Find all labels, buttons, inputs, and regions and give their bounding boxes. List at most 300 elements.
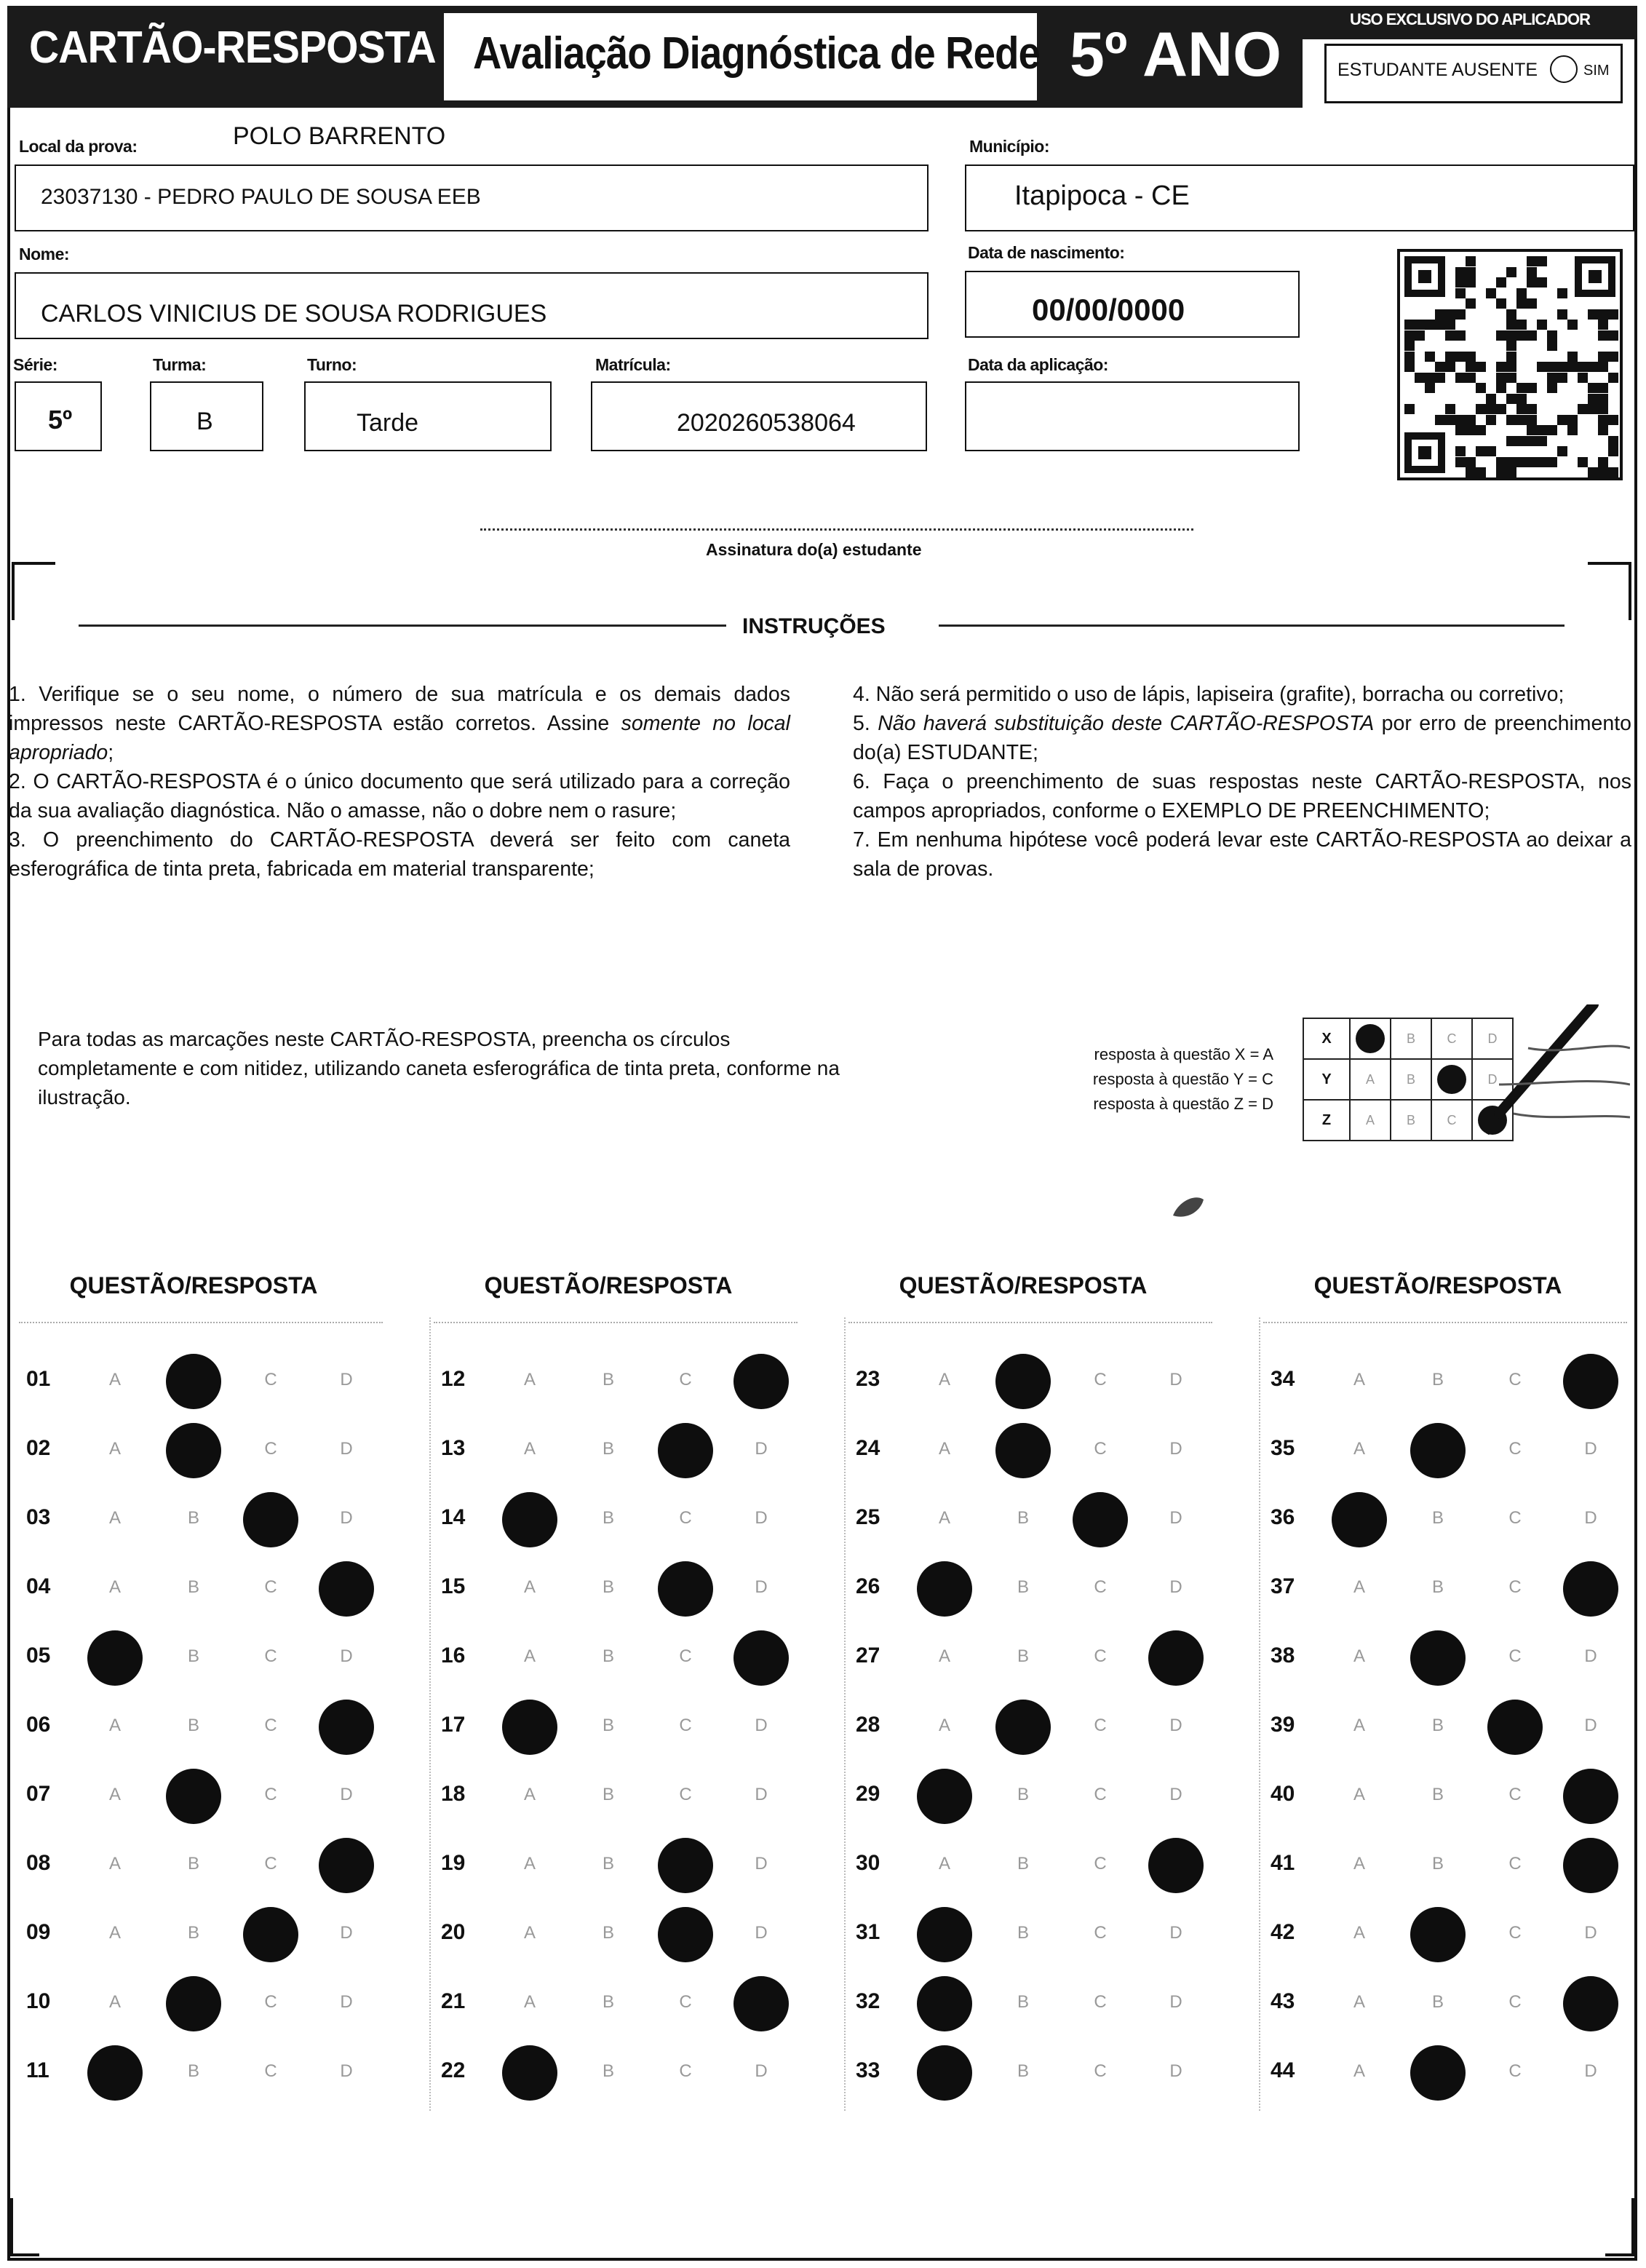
turma-label: Turma: — [153, 355, 207, 374]
answer-option[interactable]: A — [108, 1439, 121, 1459]
question-number: 30 — [856, 1851, 880, 1875]
column-separator — [429, 1317, 431, 2111]
question-row — [1271, 1980, 1646, 2024]
answer-option[interactable]: C — [1508, 1992, 1522, 2012]
question-row — [441, 2050, 819, 2093]
question-row — [441, 1911, 819, 1955]
answer-option[interactable]: C — [1508, 1370, 1522, 1389]
signature-line[interactable] — [480, 528, 1193, 531]
answer-option[interactable]: D — [1584, 1508, 1597, 1528]
question-row — [1271, 1773, 1646, 1817]
example-row-label: X — [1303, 1018, 1350, 1059]
column-separator — [1259, 1317, 1260, 2111]
question-row — [441, 1635, 819, 1678]
answer-option[interactable]: B — [187, 1716, 199, 1735]
question-row — [1271, 1566, 1646, 1609]
answer-option[interactable]: A — [108, 1992, 121, 2012]
question-row — [441, 1980, 819, 2024]
question-number: 32 — [856, 1989, 880, 2013]
answer-option[interactable]: D — [1584, 1716, 1597, 1735]
turno-label: Turno: — [307, 355, 357, 374]
answer-option[interactable]: B — [187, 1646, 199, 1666]
answer-option[interactable]: B — [187, 1577, 199, 1597]
answer-option[interactable]: B — [1431, 1508, 1444, 1528]
filled-bubble[interactable] — [502, 1492, 557, 1547]
answer-option[interactable]: B — [1017, 1785, 1029, 1804]
instruction-item — [9, 680, 790, 767]
answer-option[interactable]: A — [1353, 1646, 1365, 1666]
answer-option[interactable]: C — [264, 1646, 277, 1666]
filled-bubble[interactable] — [1332, 1492, 1387, 1547]
question-number: 07 — [26, 1782, 51, 1806]
question-number: 16 — [441, 1643, 466, 1668]
example-row — [1303, 1018, 1513, 1059]
answer-option[interactable]: B — [1017, 1992, 1029, 2012]
question-row — [26, 1566, 405, 1609]
filled-bubble[interactable] — [502, 1700, 557, 1755]
answer-option[interactable]: A — [523, 1854, 536, 1874]
instruction-item — [853, 825, 1631, 884]
filled-bubble[interactable] — [319, 1838, 374, 1893]
instruction-text: 2. O CARTÃO-RESPOSTA é o único documento que será utilizado para a correção da sua avaliação diagnóstica. Não o amasse, não o dobre nem o rasure; — [9, 770, 790, 822]
filled-bubble[interactable] — [1563, 1976, 1618, 2031]
question-row — [441, 1358, 819, 1402]
question-row — [856, 1980, 1234, 2024]
answer-option[interactable]: A — [938, 1508, 950, 1528]
answer-option[interactable]: C — [264, 1854, 277, 1874]
question-number: 17 — [441, 1713, 466, 1737]
filled-bubble[interactable] — [658, 1423, 713, 1478]
filled-bubble[interactable] — [1563, 1838, 1618, 1893]
answer-option[interactable]: B — [1431, 1785, 1444, 1804]
answer-option[interactable]: A — [523, 1923, 536, 1943]
answer-option[interactable]: D — [340, 1439, 353, 1459]
answer-option[interactable]: C — [264, 1992, 277, 2012]
answer-option[interactable]: A — [1353, 1439, 1365, 1459]
answer-option[interactable]: C — [1508, 1923, 1522, 1943]
filled-bubble[interactable] — [243, 1907, 298, 1962]
answer-option[interactable]: C — [679, 1992, 692, 2012]
question-row — [26, 1496, 405, 1540]
filled-bubble[interactable] — [502, 2045, 557, 2101]
answer-option[interactable]: B — [602, 1439, 614, 1459]
answer-option[interactable]: D — [340, 1646, 353, 1666]
instruction-emphasis: somente no local apropriado — [9, 712, 790, 764]
grade-title: 5º ANO — [1070, 20, 1282, 90]
column-title: QUESTÃO/RESPOSTA — [69, 1272, 318, 1298]
answer-option[interactable]: C — [1094, 1439, 1107, 1459]
question-number: 05 — [26, 1643, 51, 1668]
filled-bubble[interactable] — [917, 2045, 972, 2101]
filled-bubble[interactable] — [1563, 1354, 1618, 1409]
question-row — [1271, 1704, 1646, 1748]
answer-option[interactable]: C — [264, 1716, 277, 1735]
ausente-checkbox[interactable] — [1550, 55, 1578, 83]
answer-option[interactable]: A — [1353, 1785, 1365, 1804]
instruction-item — [9, 825, 790, 884]
answer-option[interactable]: D — [755, 2061, 768, 2081]
instruction-item — [853, 767, 1631, 825]
answer-option[interactable]: D — [1584, 1646, 1597, 1666]
answer-option[interactable]: C — [1508, 1577, 1522, 1597]
answer-option[interactable]: A — [523, 1646, 536, 1666]
answer-option[interactable]: A — [108, 1785, 121, 1804]
answer-option[interactable]: C — [264, 1577, 277, 1597]
answer-option[interactable]: B — [1017, 1854, 1029, 1874]
question-number: 34 — [1271, 1367, 1295, 1391]
answer-option[interactable]: A — [523, 1992, 536, 2012]
answer-option[interactable]: C — [1094, 1785, 1107, 1804]
question-row — [26, 1980, 405, 2024]
question-row — [441, 1704, 819, 1748]
question-number: 21 — [441, 1989, 466, 2013]
answer-option[interactable]: B — [602, 1923, 614, 1943]
filled-bubble[interactable] — [1410, 1907, 1466, 1962]
answer-option[interactable]: B — [1431, 1716, 1444, 1735]
question-number: 24 — [856, 1436, 880, 1460]
turma-value: B — [196, 408, 213, 435]
answer-option[interactable]: C — [264, 2061, 277, 2081]
corner-tr — [1588, 562, 1631, 620]
answer-option[interactable]: B — [1431, 1854, 1444, 1874]
answer-option[interactable]: B — [1431, 1992, 1444, 2012]
filled-bubble[interactable] — [1410, 1423, 1466, 1478]
answer-option[interactable]: A — [108, 1370, 121, 1389]
corner-tl — [12, 562, 55, 620]
answer-option[interactable]: C — [1508, 1439, 1522, 1459]
answer-option[interactable]: C — [1508, 1854, 1522, 1874]
answer-option[interactable]: D — [340, 1785, 353, 1804]
question-row — [856, 1358, 1234, 1402]
card-subtitle: Avaliação Diagnóstica de Rede — [473, 28, 1041, 79]
answer-option[interactable]: A — [1353, 1854, 1365, 1874]
question-row — [26, 1842, 405, 1886]
answer-option[interactable]: B — [602, 1785, 614, 1804]
answer-option[interactable]: D — [1169, 1508, 1182, 1528]
question-row — [1271, 1358, 1646, 1402]
answer-option[interactable]: B — [187, 1508, 199, 1528]
question-row — [856, 1842, 1234, 1886]
nascimento-value: 00/00/0000 — [1032, 293, 1185, 327]
answer-option[interactable]: B — [1017, 1508, 1029, 1528]
question-number: 44 — [1271, 2058, 1295, 2082]
sim-label: SIM — [1583, 63, 1610, 79]
answer-option[interactable]: B — [602, 2061, 614, 2081]
answer-option[interactable]: B — [1431, 1577, 1444, 1597]
answer-option[interactable]: D — [755, 1716, 768, 1735]
answer-option[interactable]: B — [187, 1854, 199, 1874]
answer-option[interactable]: A — [1353, 1370, 1365, 1389]
answer-option[interactable]: D — [1169, 1370, 1182, 1389]
answer-option[interactable]: B — [602, 1577, 614, 1597]
filled-bubble[interactable] — [995, 1354, 1051, 1409]
instruction-text: 7. Em nenhuma hipótese você poderá levar este CARTÃO-RESPOSTA ao deixar a sala de provas. — [853, 828, 1631, 881]
municipio-label: Município: — [969, 137, 1049, 156]
answer-option[interactable]: A — [1353, 1923, 1365, 1943]
answer-option[interactable]: A — [108, 1923, 121, 1943]
answer-option[interactable]: B — [602, 1646, 614, 1666]
answer-option[interactable]: C — [264, 1370, 277, 1389]
answer-option[interactable]: B — [602, 1992, 614, 2012]
example-option: D — [1472, 1018, 1513, 1059]
answer-option[interactable]: D — [340, 1992, 353, 2012]
answer-option[interactable]: D — [1169, 2061, 1182, 2081]
answer-option[interactable]: D — [1584, 1923, 1597, 1943]
filled-bubble[interactable] — [1487, 1700, 1543, 1755]
question-number: 03 — [26, 1505, 51, 1529]
example-filled-bubble — [1431, 1059, 1472, 1100]
answer-option[interactable]: B — [1017, 1646, 1029, 1666]
question-number: 08 — [26, 1851, 51, 1875]
answer-option[interactable]: A — [523, 1439, 536, 1459]
answer-option[interactable]: D — [1169, 1577, 1182, 1597]
question-number: 01 — [26, 1367, 51, 1391]
answer-option[interactable]: B — [602, 1854, 614, 1874]
answer-option[interactable]: C — [1094, 2061, 1107, 2081]
answer-option[interactable]: A — [938, 1854, 950, 1874]
aplicacao-field[interactable] — [965, 381, 1300, 451]
example-option: B — [1391, 1018, 1431, 1059]
answer-option[interactable]: A — [1353, 2061, 1365, 2081]
filled-bubble[interactable] — [917, 1769, 972, 1824]
answer-option[interactable]: C — [679, 1508, 692, 1528]
filled-bubble[interactable] — [658, 1907, 713, 1962]
answer-option[interactable]: D — [340, 1370, 353, 1389]
column-title: QUESTÃO/RESPOSTA — [484, 1272, 733, 1298]
answer-option[interactable]: D — [1169, 1439, 1182, 1459]
serie-value: 5º — [48, 405, 73, 435]
answer-option[interactable]: D — [755, 1854, 768, 1874]
question-number: 06 — [26, 1713, 51, 1737]
filled-bubble[interactable] — [1410, 1630, 1466, 1686]
answer-option[interactable]: C — [1508, 2061, 1522, 2081]
nome-label: Nome: — [19, 245, 70, 263]
answer-option[interactable]: C — [679, 1716, 692, 1735]
answer-option[interactable]: A — [938, 1716, 950, 1735]
answer-option[interactable]: A — [938, 1439, 950, 1459]
answer-option[interactable]: B — [602, 1508, 614, 1528]
filled-bubble[interactable] — [1073, 1492, 1128, 1547]
filled-bubble[interactable] — [166, 1976, 221, 2031]
question-number: 33 — [856, 2058, 880, 2082]
answer-option[interactable]: C — [679, 1785, 692, 1804]
filled-bubble[interactable] — [319, 1700, 374, 1755]
example-option: A — [1350, 1100, 1391, 1141]
filled-bubble[interactable] — [166, 1423, 221, 1478]
municipio-value: Itapipoca - CE — [1014, 181, 1190, 211]
escola-value: 23037130 - PEDRO PAULO DE SOUSA EEB — [41, 185, 481, 209]
example-line: resposta à questão Z = D — [1093, 1095, 1273, 1113]
answer-option[interactable]: A — [523, 1577, 536, 1597]
question-number: 36 — [1271, 1505, 1295, 1529]
filled-bubble[interactable] — [1148, 1630, 1204, 1686]
question-row — [1271, 2050, 1646, 2093]
question-number: 40 — [1271, 1782, 1295, 1806]
question-number: 41 — [1271, 1851, 1295, 1875]
question-row — [26, 1911, 405, 1955]
answer-option[interactable]: C — [1094, 1716, 1107, 1735]
instructions-title: INSTRUÇÕES — [742, 614, 886, 638]
answer-option[interactable]: D — [1584, 1439, 1597, 1459]
filled-bubble[interactable] — [1563, 1769, 1618, 1824]
question-row — [441, 1842, 819, 1886]
example-line: resposta à questão X = A — [1094, 1045, 1273, 1063]
filled-bubble[interactable] — [1148, 1838, 1204, 1893]
question-number: 31 — [856, 1920, 880, 1944]
filled-bubble[interactable] — [1563, 1561, 1618, 1617]
fill-note: Para todas as marcações neste CARTÃO-RESPOSTA, preencha os círculos completamente e com nitidez, utilizando caneta esferográfica de tinta preta, conforme na ilustração. — [38, 1028, 840, 1109]
answer-option[interactable]: B — [602, 1370, 614, 1389]
answer-option[interactable]: C — [264, 1439, 277, 1459]
answer-option[interactable]: A — [108, 1854, 121, 1874]
pen-icon — [1484, 1004, 1630, 1150]
instruction-tail: por erro de preenchimento do(a) ESTUDANTE; — [853, 712, 1632, 764]
question-number: 28 — [856, 1713, 880, 1737]
example-option: A — [1350, 1059, 1391, 1100]
instruction-tail: ; — [108, 741, 114, 764]
answer-option[interactable]: A — [108, 1577, 121, 1597]
instructions-left — [9, 680, 790, 884]
filled-bubble[interactable] — [658, 1561, 713, 1617]
filled-bubble[interactable] — [166, 1354, 221, 1409]
example-filled-bubble — [1350, 1018, 1391, 1059]
local-label: Local da prova: — [19, 137, 138, 156]
question-row — [26, 2050, 405, 2093]
question-number: 22 — [441, 2058, 466, 2082]
filled-bubble[interactable] — [319, 1561, 374, 1617]
filled-bubble[interactable] — [1410, 2045, 1466, 2101]
question-number: 37 — [1271, 1574, 1295, 1598]
answer-option[interactable]: A — [523, 1785, 536, 1804]
answer-option[interactable]: B — [602, 1716, 614, 1735]
filled-bubble[interactable] — [658, 1838, 713, 1893]
answer-option[interactable]: D — [755, 1923, 768, 1943]
question-number: 14 — [441, 1505, 466, 1529]
answer-option[interactable]: D — [1169, 1785, 1182, 1804]
question-number: 04 — [26, 1574, 51, 1598]
answer-option[interactable]: A — [108, 1716, 121, 1735]
filled-bubble[interactable] — [166, 1769, 221, 1824]
answer-option[interactable]: D — [755, 1577, 768, 1597]
answer-option[interactable]: A — [1353, 1992, 1365, 2012]
question-number: 27 — [856, 1643, 880, 1668]
example-table — [1303, 1018, 1514, 1141]
question-row — [856, 1911, 1234, 1955]
question-number: 02 — [26, 1436, 51, 1460]
filled-bubble[interactable] — [995, 1700, 1051, 1755]
instruction-item — [9, 767, 790, 825]
answer-option[interactable]: B — [1017, 1577, 1029, 1597]
instruction-emphasis: Não haverá substituição deste CARTÃO-RESPOSTA — [878, 712, 1375, 735]
question-number: 18 — [441, 1782, 466, 1806]
answer-option[interactable]: D — [340, 1508, 353, 1528]
turno-value: Tarde — [357, 409, 419, 437]
serie-label: Série: — [13, 355, 57, 374]
qr-code-icon — [1397, 249, 1623, 480]
answer-option[interactable]: D — [1584, 2061, 1597, 2081]
ink-smudge-icon — [1166, 1186, 1209, 1230]
question-number: 10 — [26, 1989, 51, 2013]
answer-option[interactable]: C — [1094, 1370, 1107, 1389]
column-divider — [1263, 1322, 1627, 1323]
answer-option[interactable]: B — [1017, 2061, 1029, 2081]
question-row — [26, 1427, 405, 1471]
answer-option[interactable]: D — [340, 1923, 353, 1943]
answer-option[interactable]: C — [1508, 1508, 1522, 1528]
example-option: C — [1431, 1018, 1472, 1059]
answer-option[interactable]: D — [755, 1508, 768, 1528]
instruction-text: 5. — [853, 712, 878, 735]
answer-option[interactable]: C — [679, 1646, 692, 1666]
instruction-text: 4. Não será permitido o uso de lápis, lapiseira (grafite), borracha ou corretivo; — [853, 683, 1565, 706]
answer-option[interactable]: B — [1017, 1923, 1029, 1943]
instruction-text: 6. Faça o preenchimento de suas respostas neste CARTÃO-RESPOSTA, nos campos apropriados, conforme o EXEMPLO DE PREENCHIMENTO; — [853, 770, 1631, 822]
answer-option[interactable]: A — [938, 1370, 950, 1389]
answer-option[interactable]: C — [1508, 1785, 1522, 1804]
answer-option[interactable]: A — [938, 1646, 950, 1666]
answer-option[interactable]: C — [1094, 1923, 1107, 1943]
answer-option[interactable]: C — [1094, 1577, 1107, 1597]
filled-bubble[interactable] — [243, 1492, 298, 1547]
answer-option[interactable]: C — [1094, 1854, 1107, 1874]
answer-option[interactable]: A — [1353, 1716, 1365, 1735]
answer-option[interactable]: C — [679, 1370, 692, 1389]
answer-option[interactable]: D — [1169, 1923, 1182, 1943]
question-row — [441, 1566, 819, 1609]
question-row — [856, 1773, 1234, 1817]
filled-bubble[interactable] — [87, 1630, 143, 1686]
corner-br — [1605, 2198, 1634, 2256]
answer-option[interactable]: B — [187, 1923, 199, 1943]
filled-bubble[interactable] — [733, 1354, 789, 1409]
answer-option[interactable]: C — [1094, 1992, 1107, 2012]
matricula-label: Matrícula: — [595, 355, 671, 374]
answer-option[interactable]: D — [755, 1785, 768, 1804]
answer-option[interactable]: B — [1431, 1370, 1444, 1389]
card-title: CARTÃO-RESPOSTA — [29, 23, 436, 73]
filled-bubble[interactable] — [733, 1630, 789, 1686]
answer-option[interactable]: D — [755, 1439, 768, 1459]
answer-option[interactable]: D — [1169, 1992, 1182, 2012]
filled-bubble[interactable] — [917, 1976, 972, 2031]
answer-option[interactable]: D — [1169, 1716, 1182, 1735]
answer-option[interactable]: C — [1094, 1646, 1107, 1666]
question-row — [856, 1635, 1234, 1678]
question-number: 26 — [856, 1574, 880, 1598]
instruction-text: 1. Verifique se o seu nome, o número de sua matrícula e os demais dados impressos neste CARTÃO-RESPOSTA estão corretos. Assine — [9, 683, 790, 735]
filled-bubble[interactable] — [733, 1976, 789, 2031]
question-number: 39 — [1271, 1713, 1295, 1737]
question-number: 23 — [856, 1367, 880, 1391]
answer-option[interactable]: D — [340, 2061, 353, 2081]
answer-option[interactable]: A — [523, 1370, 536, 1389]
filled-bubble[interactable] — [917, 1907, 972, 1962]
answer-option[interactable]: B — [187, 2061, 199, 2081]
filled-bubble[interactable] — [917, 1561, 972, 1617]
question-row — [441, 1427, 819, 1471]
answer-option[interactable]: A — [108, 1508, 121, 1528]
question-number: 13 — [441, 1436, 466, 1460]
answer-option[interactable]: A — [1353, 1577, 1365, 1597]
question-number: 25 — [856, 1505, 880, 1529]
answer-option[interactable]: C — [679, 2061, 692, 2081]
answer-option[interactable]: C — [1508, 1646, 1522, 1666]
column-title: QUESTÃO/RESPOSTA — [1313, 1272, 1562, 1298]
filled-bubble[interactable] — [995, 1423, 1051, 1478]
filled-bubble[interactable] — [87, 2045, 143, 2101]
matricula-value: 2020260538064 — [677, 409, 856, 437]
answer-option[interactable]: C — [264, 1785, 277, 1804]
